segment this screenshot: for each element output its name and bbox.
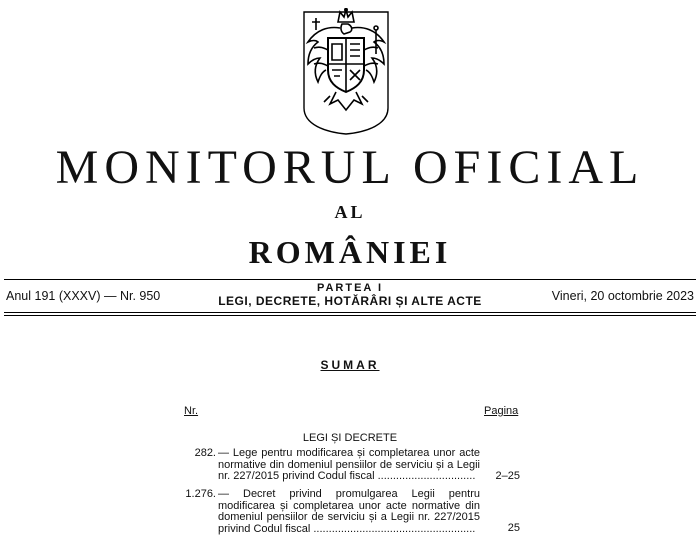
issue-number: Anul 191 (XXXV) — Nr. 950 xyxy=(6,289,161,303)
romanian-coat-of-arms-icon xyxy=(300,8,392,136)
section-title: LEGI, DECRETE, HOTĂRÂRI ȘI ALTE ACTE xyxy=(218,294,482,308)
category-heading: LEGI ȘI DECRETE xyxy=(302,432,398,444)
masthead-al: AL xyxy=(334,202,366,222)
entry-title[interactable]: — Lege pentru modificarea și completarea unor acte normative din domeniul pensiilor de serviciu și a Legii nr. 227/2015 privind Codul fiscal ................................ xyxy=(218,447,480,482)
entry-page: 2–25 xyxy=(495,470,520,482)
masthead-country: ROMÂNIEI xyxy=(248,234,452,270)
header-divider-bottom-double xyxy=(4,315,696,316)
entry-number: 1.276. xyxy=(185,488,216,500)
issue-date: Vineri, 20 octombrie 2023 xyxy=(551,289,694,303)
entry-page: 25 xyxy=(507,522,520,534)
summary-entry[interactable] xyxy=(170,448,520,488)
entry-title[interactable]: — Decret privind promulgarea Legii pentru modificarea și completarea unor acte normative din domeniul pensiilor de serviciu și a Legii nr. 227/2015 privind Codul fiscal ..................................................... xyxy=(218,488,480,535)
header-divider-top xyxy=(4,279,696,280)
column-header-page: Pagina xyxy=(484,405,519,417)
header-divider-bottom xyxy=(4,312,696,313)
masthead-title: MONITORUL OFICIAL xyxy=(55,141,645,194)
column-header-nr: Nr. xyxy=(184,405,199,417)
summary-entry[interactable] xyxy=(170,489,520,535)
entry-number: 282. xyxy=(194,447,216,459)
summary-heading: SUMAR xyxy=(320,358,380,372)
part-label: PARTEA I xyxy=(316,282,384,294)
